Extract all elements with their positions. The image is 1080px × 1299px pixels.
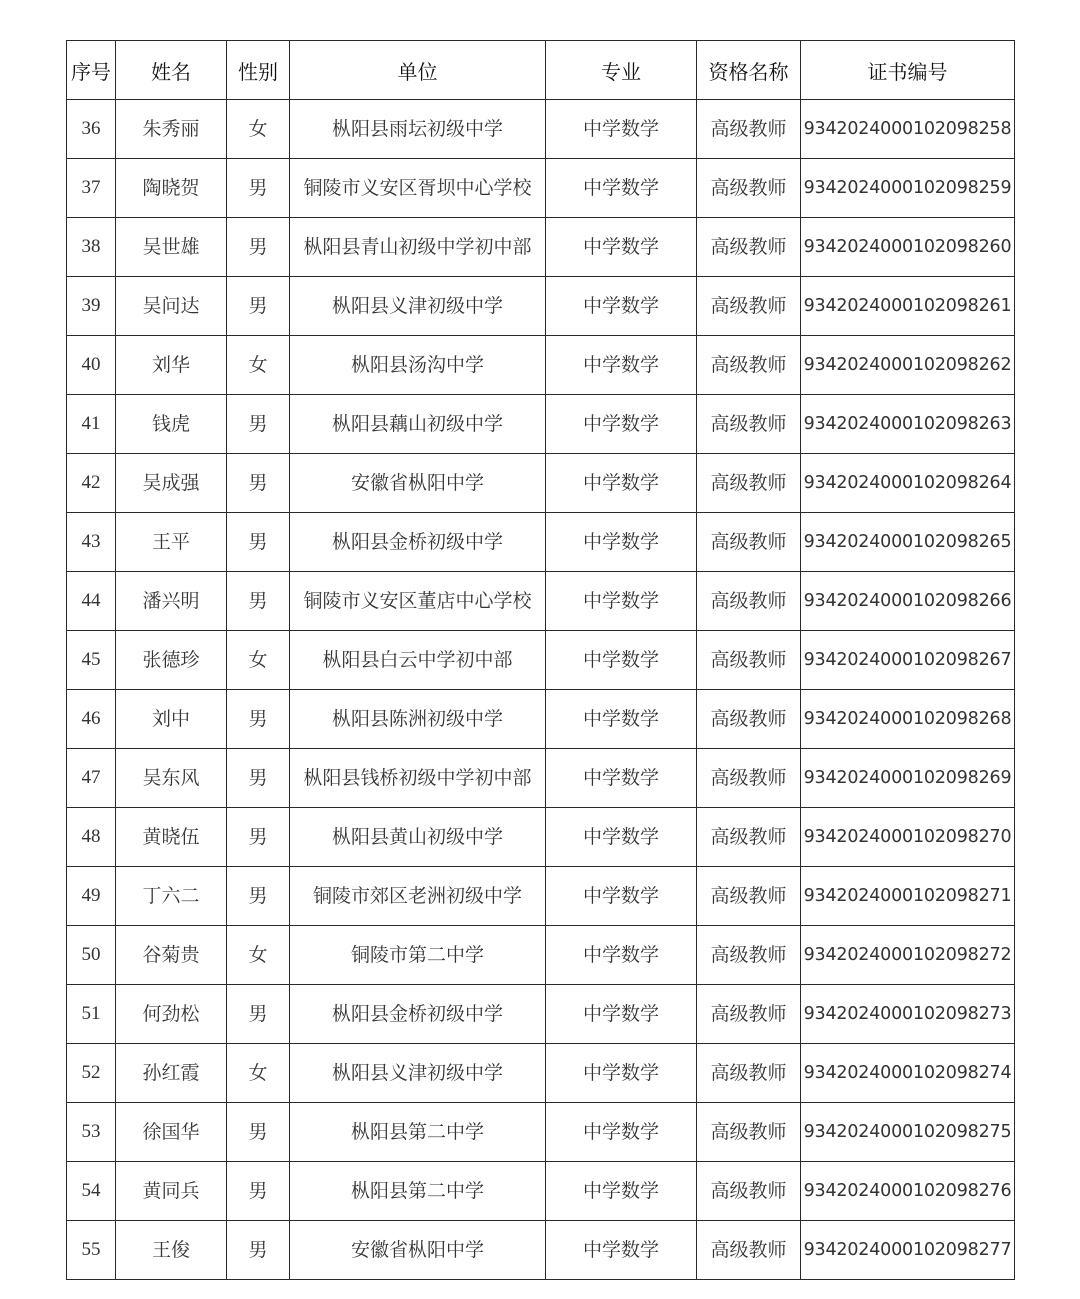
cell-major: 中学数学: [546, 572, 697, 631]
cell-cert: 9342024000102098276: [801, 1162, 1015, 1221]
cell-unit: 枞阳县汤沟中学: [290, 336, 546, 395]
header-qualification: 资格名称: [697, 41, 801, 100]
cell-gender: 男: [227, 749, 290, 808]
qualification-table: [66, 40, 1015, 1280]
cell-unit: 枞阳县白云中学初中部: [290, 631, 546, 690]
cell-cert: 9342024000102098269: [801, 749, 1015, 808]
cell-qualification: 高级教师: [697, 631, 801, 690]
cell-cert: 9342024000102098274: [801, 1044, 1015, 1103]
cell-name: 吴成强: [116, 454, 227, 513]
cell-name: 何劲松: [116, 985, 227, 1044]
cell-qualification: 高级教师: [697, 1162, 801, 1221]
cell-unit: 安徽省枞阳中学: [290, 454, 546, 513]
cell-major: 中学数学: [546, 808, 697, 867]
cell-gender: 男: [227, 867, 290, 926]
cell-gender: 男: [227, 985, 290, 1044]
cell-seq: 53: [67, 1103, 116, 1162]
cell-cert: 9342024000102098268: [801, 690, 1015, 749]
cell-major: 中学数学: [546, 867, 697, 926]
cell-qualification: 高级教师: [697, 159, 801, 218]
cell-name: 王俊: [116, 1221, 227, 1280]
cell-qualification: 高级教师: [697, 808, 801, 867]
cell-unit: 枞阳县义津初级中学: [290, 1044, 546, 1103]
table-row: [67, 218, 1015, 277]
cell-name: 黄晓伍: [116, 808, 227, 867]
cell-seq: 36: [67, 100, 116, 159]
header-cert: 证书编号: [801, 41, 1015, 100]
cell-major: 中学数学: [546, 395, 697, 454]
cell-qualification: 高级教师: [697, 749, 801, 808]
cell-gender: 女: [227, 336, 290, 395]
cell-major: 中学数学: [546, 1221, 697, 1280]
cell-name: 孙红霞: [116, 1044, 227, 1103]
cell-seq: 38: [67, 218, 116, 277]
cell-cert: 9342024000102098270: [801, 808, 1015, 867]
cell-major: 中学数学: [546, 985, 697, 1044]
cell-qualification: 高级教师: [697, 985, 801, 1044]
cell-cert: 9342024000102098267: [801, 631, 1015, 690]
cell-name: 朱秀丽: [116, 100, 227, 159]
cell-name: 吴东风: [116, 749, 227, 808]
cell-seq: 48: [67, 808, 116, 867]
cell-unit: 枞阳县青山初级中学初中部: [290, 218, 546, 277]
cell-name: 张德珍: [116, 631, 227, 690]
cell-gender: 男: [227, 572, 290, 631]
cell-cert: 9342024000102098272: [801, 926, 1015, 985]
header-gender: 性别: [227, 41, 290, 100]
cell-name: 刘华: [116, 336, 227, 395]
table-row: [67, 454, 1015, 513]
cell-qualification: 高级教师: [697, 867, 801, 926]
table-row: [67, 631, 1015, 690]
cell-seq: 55: [67, 1221, 116, 1280]
cell-gender: 女: [227, 631, 290, 690]
cell-name: 钱虎: [116, 395, 227, 454]
cell-unit: 枞阳县钱桥初级中学初中部: [290, 749, 546, 808]
cell-major: 中学数学: [546, 749, 697, 808]
table-row: [67, 395, 1015, 454]
cell-name: 陶晓贺: [116, 159, 227, 218]
cell-gender: 男: [227, 395, 290, 454]
cell-unit: 枞阳县雨坛初级中学: [290, 100, 546, 159]
cell-gender: 男: [227, 690, 290, 749]
header-unit: 单位: [290, 41, 546, 100]
cell-seq: 39: [67, 277, 116, 336]
table-row: [67, 572, 1015, 631]
table-row: [67, 926, 1015, 985]
cell-name: 吴问达: [116, 277, 227, 336]
cell-name: 王平: [116, 513, 227, 572]
table-row: [67, 159, 1015, 218]
cell-unit: 枞阳县藕山初级中学: [290, 395, 546, 454]
table-row: [67, 808, 1015, 867]
cell-seq: 41: [67, 395, 116, 454]
cell-cert: 9342024000102098273: [801, 985, 1015, 1044]
cell-major: 中学数学: [546, 631, 697, 690]
cell-major: 中学数学: [546, 513, 697, 572]
cell-qualification: 高级教师: [697, 454, 801, 513]
cell-major: 中学数学: [546, 1044, 697, 1103]
cell-gender: 男: [227, 218, 290, 277]
cell-qualification: 高级教师: [697, 100, 801, 159]
cell-gender: 男: [227, 513, 290, 572]
table-row: [67, 690, 1015, 749]
cell-name: 黄同兵: [116, 1162, 227, 1221]
table-row: [67, 1044, 1015, 1103]
cell-cert: 9342024000102098264: [801, 454, 1015, 513]
teacher-qualification-list: [66, 40, 1014, 1280]
cell-gender: 男: [227, 1221, 290, 1280]
cell-gender: 男: [227, 1162, 290, 1221]
cell-major: 中学数学: [546, 336, 697, 395]
cell-major: 中学数学: [546, 218, 697, 277]
cell-cert: 9342024000102098260: [801, 218, 1015, 277]
cell-gender: 女: [227, 1044, 290, 1103]
cell-cert: 9342024000102098261: [801, 277, 1015, 336]
cell-seq: 40: [67, 336, 116, 395]
cell-qualification: 高级教师: [697, 1103, 801, 1162]
cell-seq: 50: [67, 926, 116, 985]
cell-cert: 9342024000102098259: [801, 159, 1015, 218]
cell-cert: 9342024000102098266: [801, 572, 1015, 631]
cell-major: 中学数学: [546, 100, 697, 159]
cell-unit: 枞阳县金桥初级中学: [290, 513, 546, 572]
cell-qualification: 高级教师: [697, 336, 801, 395]
cell-qualification: 高级教师: [697, 1221, 801, 1280]
cell-gender: 男: [227, 277, 290, 336]
cell-cert: 9342024000102098277: [801, 1221, 1015, 1280]
cell-name: 徐国华: [116, 1103, 227, 1162]
cell-seq: 51: [67, 985, 116, 1044]
cell-major: 中学数学: [546, 1103, 697, 1162]
cell-seq: 46: [67, 690, 116, 749]
header-seq: 序号: [67, 41, 116, 100]
table-row: [67, 513, 1015, 572]
cell-major: 中学数学: [546, 926, 697, 985]
cell-major: 中学数学: [546, 454, 697, 513]
table-header-row: [67, 41, 1015, 100]
table-row: [67, 749, 1015, 808]
cell-seq: 45: [67, 631, 116, 690]
cell-gender: 男: [227, 1103, 290, 1162]
table-row: [67, 985, 1015, 1044]
table-row: [67, 1221, 1015, 1280]
cell-seq: 49: [67, 867, 116, 926]
cell-unit: 枞阳县义津初级中学: [290, 277, 546, 336]
cell-cert: 9342024000102098275: [801, 1103, 1015, 1162]
cell-gender: 男: [227, 159, 290, 218]
cell-qualification: 高级教师: [697, 277, 801, 336]
cell-unit: 铜陵市义安区胥坝中心学校: [290, 159, 546, 218]
cell-seq: 44: [67, 572, 116, 631]
cell-unit: 枞阳县第二中学: [290, 1162, 546, 1221]
cell-name: 谷菊贵: [116, 926, 227, 985]
table-row: [67, 867, 1015, 926]
table-row: [67, 336, 1015, 395]
cell-unit: 铜陵市第二中学: [290, 926, 546, 985]
cell-name: 吴世雄: [116, 218, 227, 277]
cell-gender: 男: [227, 454, 290, 513]
cell-unit: 枞阳县黄山初级中学: [290, 808, 546, 867]
cell-seq: 54: [67, 1162, 116, 1221]
cell-qualification: 高级教师: [697, 1044, 801, 1103]
table-row: [67, 277, 1015, 336]
cell-major: 中学数学: [546, 1162, 697, 1221]
cell-gender: 女: [227, 100, 290, 159]
cell-cert: 9342024000102098258: [801, 100, 1015, 159]
cell-name: 丁六二: [116, 867, 227, 926]
cell-qualification: 高级教师: [697, 395, 801, 454]
cell-cert: 9342024000102098271: [801, 867, 1015, 926]
cell-major: 中学数学: [546, 277, 697, 336]
cell-qualification: 高级教师: [697, 572, 801, 631]
cell-name: 刘中: [116, 690, 227, 749]
table-row: [67, 1162, 1015, 1221]
cell-seq: 47: [67, 749, 116, 808]
table-row: [67, 100, 1015, 159]
cell-unit: 铜陵市郊区老洲初级中学: [290, 867, 546, 926]
cell-name: 潘兴明: [116, 572, 227, 631]
cell-seq: 37: [67, 159, 116, 218]
header-major: 专业: [546, 41, 697, 100]
cell-major: 中学数学: [546, 159, 697, 218]
cell-unit: 枞阳县金桥初级中学: [290, 985, 546, 1044]
cell-qualification: 高级教师: [697, 690, 801, 749]
cell-cert: 9342024000102098262: [801, 336, 1015, 395]
cell-seq: 43: [67, 513, 116, 572]
cell-unit: 铜陵市义安区董店中心学校: [290, 572, 546, 631]
table-row: [67, 1103, 1015, 1162]
cell-unit: 枞阳县第二中学: [290, 1103, 546, 1162]
cell-seq: 42: [67, 454, 116, 513]
cell-gender: 男: [227, 808, 290, 867]
cell-cert: 9342024000102098263: [801, 395, 1015, 454]
cell-qualification: 高级教师: [697, 513, 801, 572]
cell-major: 中学数学: [546, 690, 697, 749]
header-name: 姓名: [116, 41, 227, 100]
cell-unit: 安徽省枞阳中学: [290, 1221, 546, 1280]
cell-qualification: 高级教师: [697, 218, 801, 277]
cell-gender: 女: [227, 926, 290, 985]
cell-cert: 9342024000102098265: [801, 513, 1015, 572]
cell-unit: 枞阳县陈洲初级中学: [290, 690, 546, 749]
cell-qualification: 高级教师: [697, 926, 801, 985]
cell-seq: 52: [67, 1044, 116, 1103]
